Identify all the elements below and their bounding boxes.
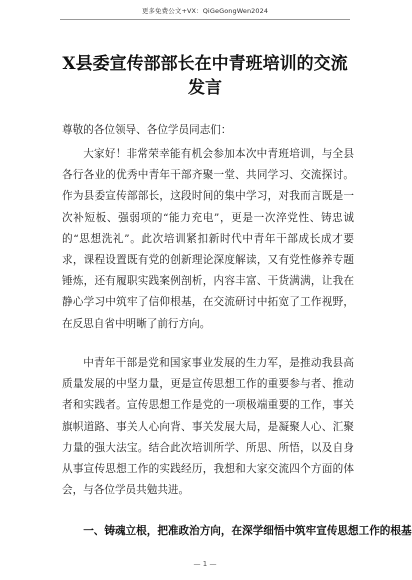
section-heading-1: 一、铸魂立根，把准政治方向，在深学细悟中筑牢宣传思想工作的根基 [83, 525, 412, 537]
page-number: — 1 — [193, 560, 217, 568]
paragraph-1: 大家好！非常荣幸能有机会参加本次中青班培训，与全县各行各业的优秀中青年干部齐聚一堂、共同学习、交流探讨。作为县委宣传部部长，这段时间的集中学习，对我而言既是一次补短板、强弱项的“能力充电”，更是一次淬党性、铸忠诚的“思想洗礼”。此次培训紧扣新时代中青年干部成长成才要求，课程设置既有党的创新理论深度解读，又有党性修养专题锤炼，还有履职实践案例剖析，内容丰富、干货满满，让我在静心学习中筑牢了信仰根基，在交流研讨中拓宽了工作视野，在反思自省中明晰了前行方向。 [62, 148, 354, 330]
salutation: 尊敬的各位领导、各位学员同志们： [62, 124, 232, 136]
paragraph-2: 中青年干部是党和国家事业发展的生力军，是推动我县高质量发展的中坚力量，更是宣传思想工作的重要参与者、推动者和实践者。宣传思想工作是党的一项极端重要的工作，事关旗帜道路、事关人心向背、事关发展大局，是凝聚人心、汇聚力量的强大法宝。结合此次培训所学、所思、所悟，以及自身从事宣传思想工作的实践经历，我想和大家交流四个方面的体会，与各位学员共勉共进。 [62, 357, 354, 497]
header-note: 更多免费公文+VX：QiGeGongWen2024 [141, 7, 269, 15]
header-divider [60, 19, 350, 20]
document-title: X县委宣传部部长在中青班培训的交流发言 [62, 54, 348, 98]
